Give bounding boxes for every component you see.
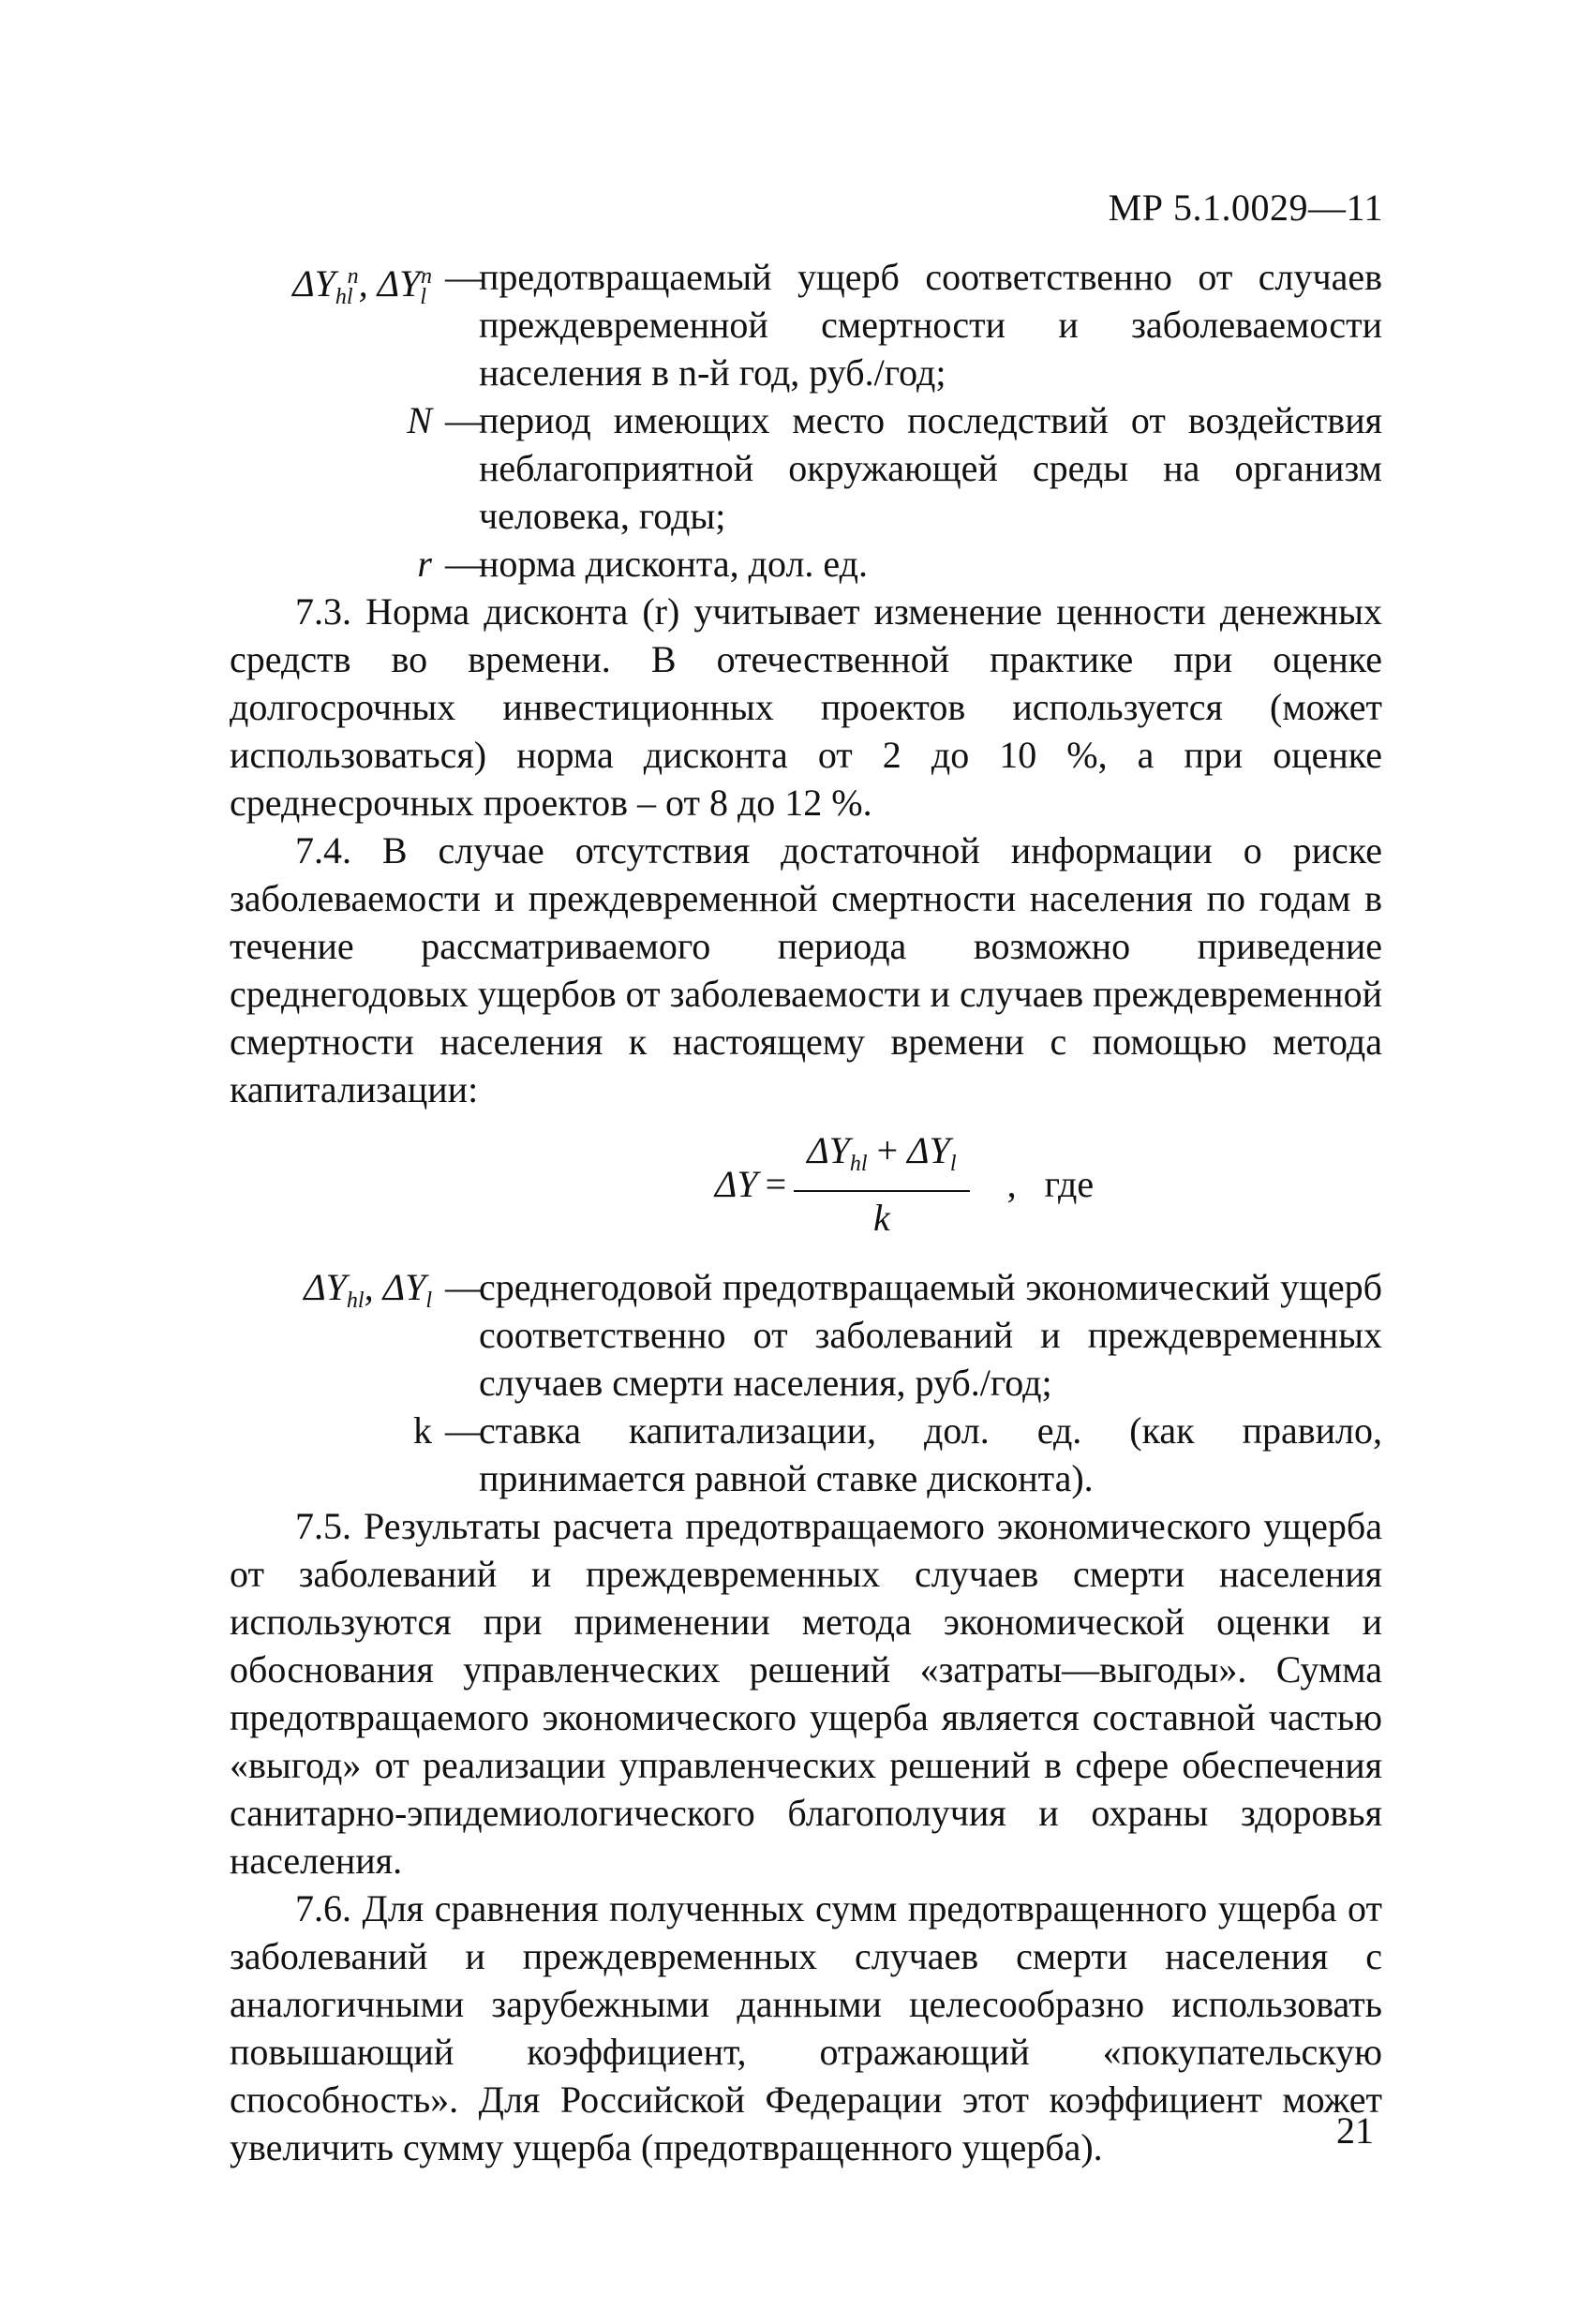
capitalization-formula (426, 1113, 1382, 1254)
definition-item: —среднегодовой предотвращаемый экономический ущерб соответственно от заболеваний и преждевременных случаев смерти населения, руб./год; (445, 1266, 1382, 1404)
formula-fraction (794, 1126, 969, 1242)
definition-text: среднегодовой предотвращаемый экономический ущерб соответственно от заболеваний и преждевременных случаев смерти населения, руб./год; (479, 1266, 1382, 1404)
formula-lhs: ΔY (714, 1162, 758, 1205)
definition-text: норма дисконта, дол. ед. (479, 543, 868, 585)
definition-symbol: N (407, 399, 432, 441)
definition-item: —период имеющих место последствий от воздействия неблагоприятной окружающей среды на организм человека, годы; (445, 399, 1382, 537)
document-code: МР 5.1.0029—11 (1108, 186, 1383, 229)
definitions-list-2 (230, 1263, 1382, 1502)
formula-where: , где (1006, 1162, 1095, 1205)
definition-symbol: $\Delta Y_{hl}$, $\Delta Y_l$ (304, 1266, 432, 1313)
page-content (230, 253, 1382, 2171)
definition-text: ставка капитализации, дол. ед. (как правило, принимается равной ставке дисконта). (479, 1409, 1382, 1499)
paragraph-7-3: 7.3. Норма дисконта (r) учитывает изменение ценности денежных средств во времени. В отечественной практике при оценке долгосрочных инвестиционных проектов используется (может использоваться) норма дисконта от 2 до 10 %, а при оценке среднесрочных проектов – от 8 до 12 %. (230, 590, 1382, 824)
definition-item: —норма дисконта, дол. ед. (445, 543, 868, 585)
formula-equals: = (765, 1162, 787, 1205)
definition-item: —предотвращаемый ущерб соответственно от случаев преждевременной смертности и заболеваемости населения в n-й год, руб./год; (445, 256, 1382, 394)
formula-denominator: k (872, 1196, 890, 1239)
paragraph-7-6: 7.6. Для сравнения полученных сумм предотвращенного ущерба от заболеваний и преждевременных случаев смерти населения с аналогичными зарубежными данными целесообразно использовать повышающий коэффициент, отражающий «покупательскую способность». Для Российской Федерации этот коэффициент может увеличить сумму ущерба (предотвращенного ущерба). (230, 1887, 1382, 2168)
paragraph-7-4: 7.4. В случае отсутствия достаточной информации о риске заболеваемости и преждевременной смертности населения по годам в течение рассматриваемого периода возможно приведение среднегодовых ущербов от заболеваемости и случаев преждевременной смертности населения к настоящему времени с помощью метода капитализации: (230, 829, 1382, 1110)
page-number: 21 (1336, 2109, 1374, 2152)
definition-symbol: r (417, 543, 432, 585)
definition-text: предотвращаемый ущерб соответственно от случаев преждевременной смертности и заболеваемости населения в n-й год, руб./год; (479, 256, 1382, 394)
definition-text: период имеющих место последствий от воздействия неблагоприятной окружающей среды на организм человека, годы; (479, 399, 1382, 537)
definition-symbol: k (413, 1409, 432, 1452)
definitions-list-1 (230, 253, 1382, 588)
definition-item: —ставка капитализации, дол. ед. (как правило, принимается равной ставке дисконта). (445, 1409, 1382, 1499)
formula-numerator: $\Delta Y_{hl} + \Delta Y_l$ (794, 1126, 969, 1192)
paragraph-7-5: 7.5. Результаты расчета предотвращаемого экономического ущерба от заболеваний и преждевременных случаев смерти населения используются при применении метода экономической оценки и обоснования управленческих решений «затраты—выгоды». Сумма предотвращаемого экономического ущерба является составной частью «выгод» от реализации управленческих решений в сфере обеспечения санитарно-эпидемиологического благополучия и охраны здоровья населения. (230, 1505, 1382, 1882)
definition-symbol: $\Delta Y_{hl}^n$, $\Delta Y_l^n$ (292, 262, 432, 309)
